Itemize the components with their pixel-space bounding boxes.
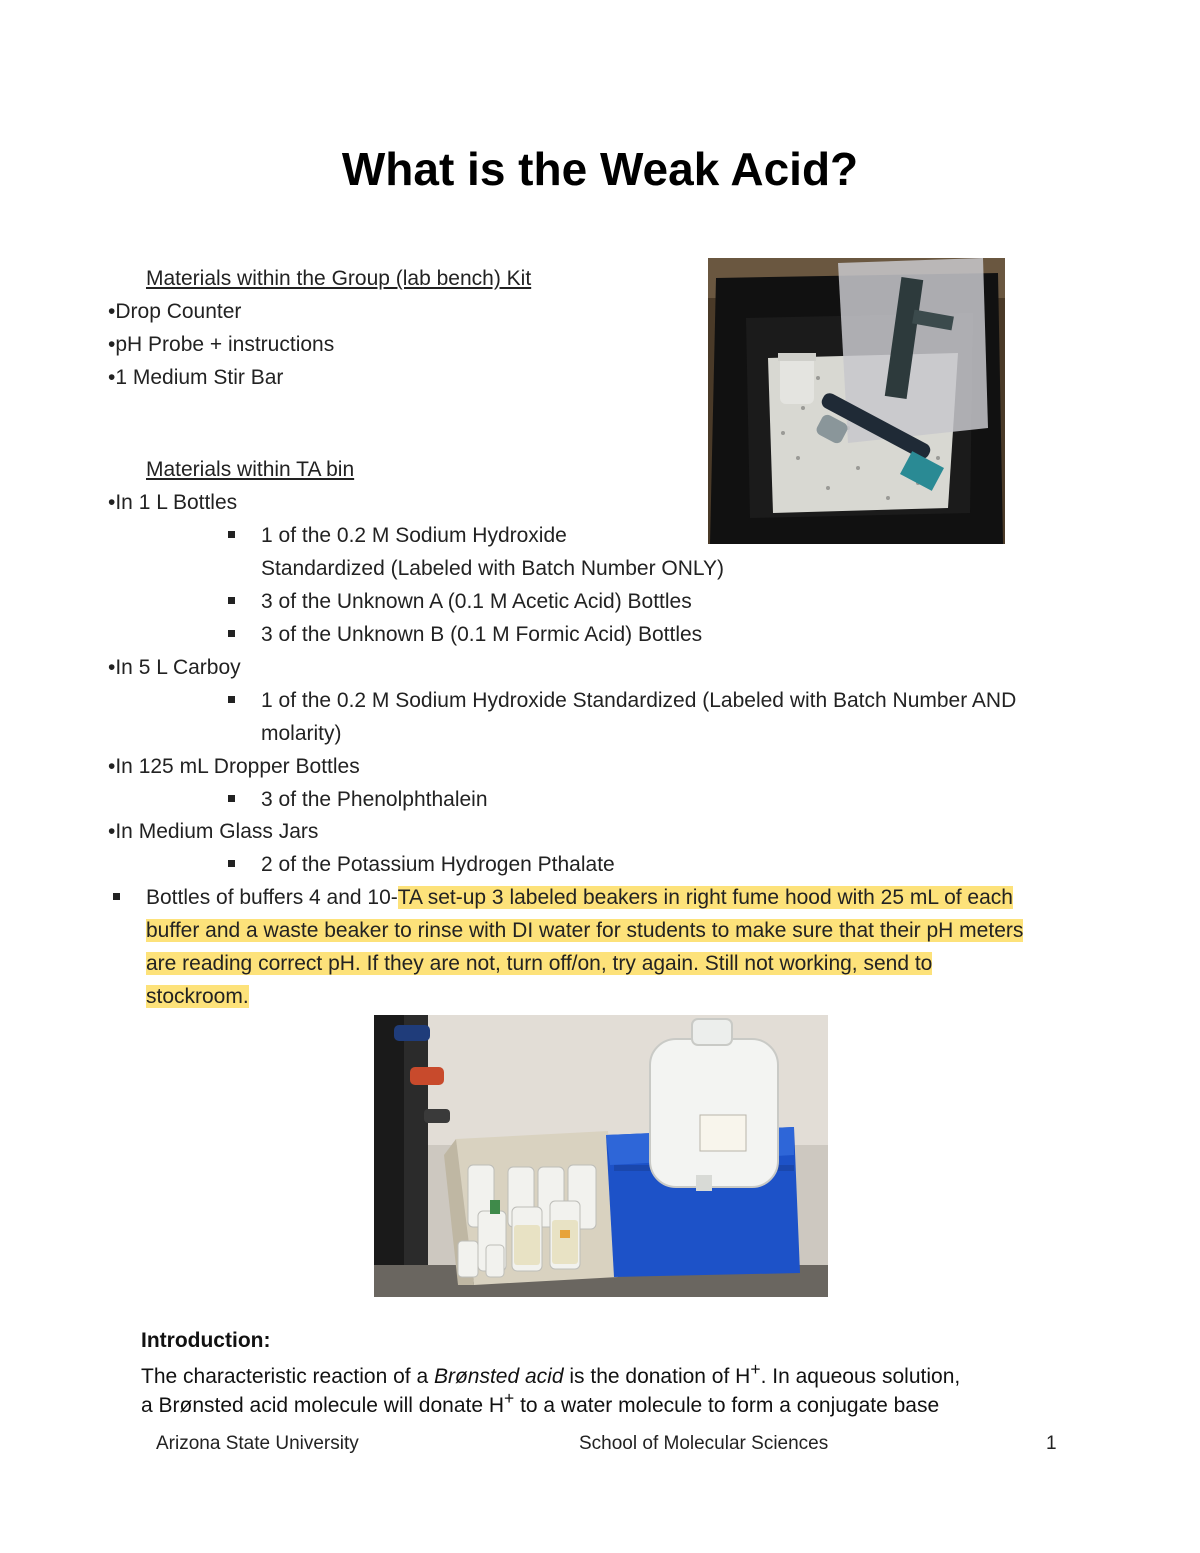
kit-item-drop-counter: •Drop Counter xyxy=(108,300,242,323)
kit-item-ph-probe: •pH Probe + instructions xyxy=(108,333,335,356)
bullet-square-icon xyxy=(228,795,235,802)
intro-text: a Brønsted acid molecule will donate H xyxy=(141,1394,505,1417)
buffers-line-3 xyxy=(146,947,932,980)
page-number: 1 xyxy=(1046,1433,1057,1454)
bottles-1l-label: •In 1 L Bottles xyxy=(108,491,238,514)
buffers-text: Bottles of buffers 4 and 10- xyxy=(146,886,398,909)
buffers-line-2 xyxy=(146,914,1023,947)
footer-university: Arizona State University xyxy=(156,1433,359,1454)
charge-superscript: + xyxy=(750,1359,761,1379)
bullet-square-icon xyxy=(228,630,235,637)
group-kit-photo xyxy=(708,258,1005,544)
buffers-line-1 xyxy=(146,881,1013,914)
buffers-note-highlight: TA set-up 3 labeled beakers in right fume hood with 25 mL of each xyxy=(397,886,1013,909)
carboy-item: 1 of the 0.2 M Sodium Hydroxide Standardized (Labeled with Batch Number AND xyxy=(261,689,1017,712)
intro-text: The characteristic reaction of a xyxy=(141,1365,434,1388)
footer-school: School of Molecular Sciences xyxy=(579,1433,829,1454)
intro-text: to a water molecule to form a conjugate base xyxy=(514,1394,940,1417)
ta-bin-heading: Materials within TA bin xyxy=(146,458,355,481)
naoh-1l-item: 1 of the 0.2 M Sodium Hydroxide xyxy=(261,524,567,547)
khp-item: 2 of the Potassium Hydrogen Pthalate xyxy=(261,853,615,876)
buffers-note-highlight: buffer and a waste beaker to rinse with DI water for students to make sure that their pH meters xyxy=(146,919,1024,942)
bullet-square-icon xyxy=(228,597,235,604)
bullet-square-icon xyxy=(228,860,235,867)
page-title: What is the Weak Acid? xyxy=(341,143,859,195)
phenolphthalein-item: 3 of the Phenolphthalein xyxy=(261,788,488,811)
dropper-label: •In 125 mL Dropper Bottles xyxy=(108,755,360,778)
bronsted-acid-term: Brønsted acid xyxy=(433,1365,564,1388)
intro-line-2 xyxy=(141,1384,939,1420)
buffers-line-4 xyxy=(146,980,249,1013)
unknown-b-item: 3 of the Unknown B (0.1 M Formic Acid) Bottles xyxy=(261,623,703,646)
intro-text: is the donation of H xyxy=(563,1365,751,1388)
kit-item-stir-bar: •1 Medium Stir Bar xyxy=(108,366,284,389)
charge-superscript: + xyxy=(504,1388,515,1408)
unknown-a-item: 3 of the Unknown A (0.1 M Acetic Acid) Bottles xyxy=(261,590,692,613)
introduction-heading: Introduction: xyxy=(141,1329,271,1352)
group-kit-heading: Materials within the Group (lab bench) Kit xyxy=(146,267,532,290)
carboy-label: •In 5 L Carboy xyxy=(108,656,241,679)
buffers-note-highlight: are reading correct pH. If they are not, turn off/on, try again. Still not working, send to xyxy=(146,952,933,975)
jars-label: •In Medium Glass Jars xyxy=(108,820,319,843)
carboy-item-cont: molarity) xyxy=(261,722,342,745)
ta-bin-photo xyxy=(374,1015,828,1297)
naoh-1l-item-cont: Standardized (Labeled with Batch Number ONLY) xyxy=(261,557,725,580)
buffers-note-highlight: stockroom. xyxy=(146,985,249,1008)
bullet-square-icon xyxy=(228,696,235,703)
bullet-square-icon xyxy=(228,531,235,538)
intro-text: . In aqueous solution, xyxy=(760,1365,961,1388)
bullet-square-icon xyxy=(113,893,120,900)
